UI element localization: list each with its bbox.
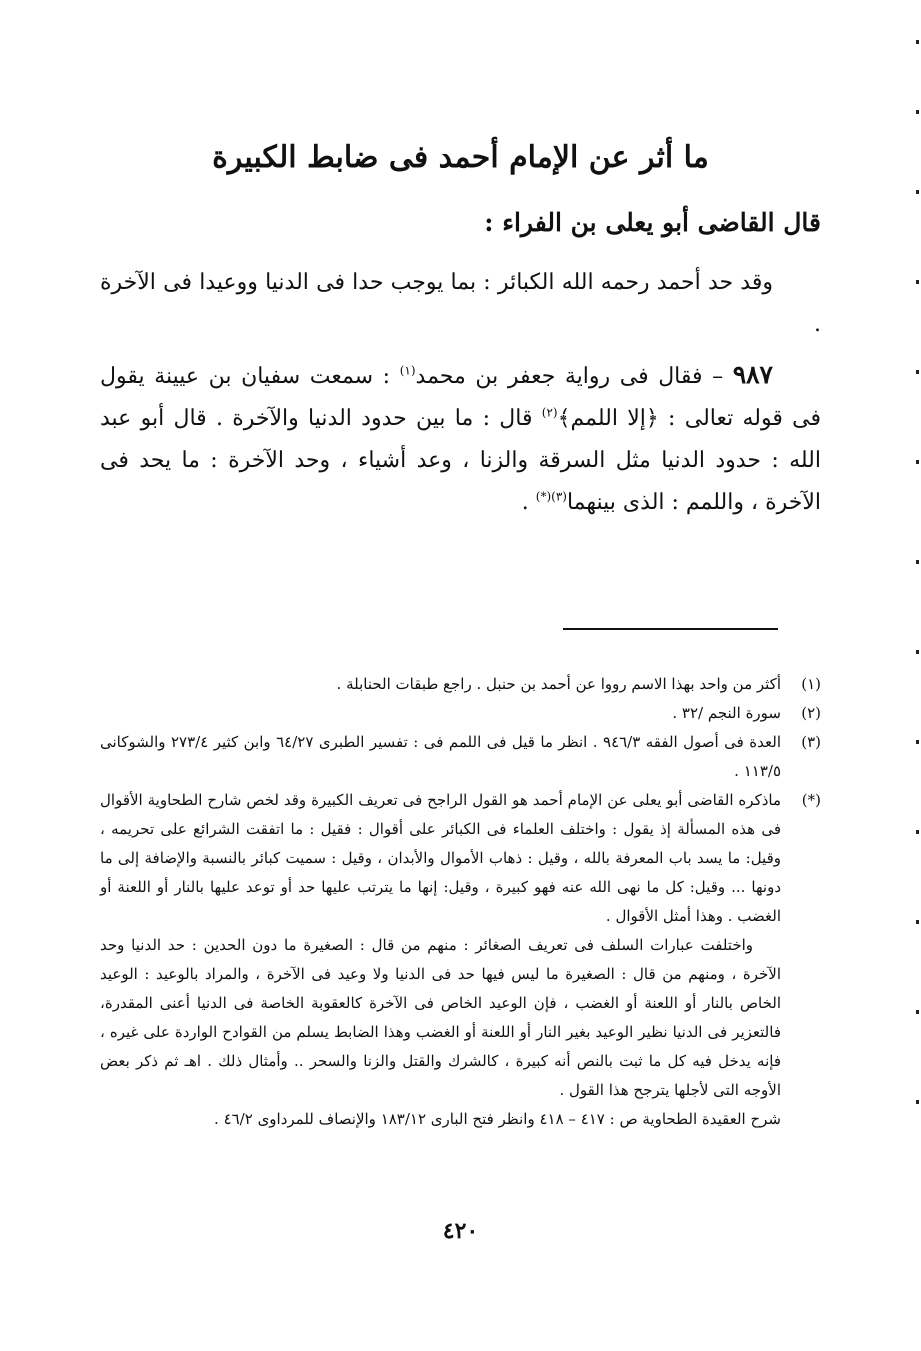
footnote-text: سورة النجم /٣٢ . [672, 704, 781, 722]
footnote-citation: شرح العقيدة الطحاوية ص : ٤١٧ – ٤١٨ وانظر فتح البارى ١٨٣/١٢ والإنصاف للمرداوى ٤٦/٢ . [214, 1110, 781, 1128]
footnote-ref-2: (٢) [541, 405, 558, 420]
footnote-text: أكثر من واحد بهذا الاسم رووا عن أحمد بن حنبل . راجع طبقات الحنابلة . [336, 675, 781, 693]
footnote-ref-3: (٣)(*) [535, 489, 567, 504]
narration-text-3: قال : ما بين حدود الدنيا والآخرة . قال أبو عبد الله : حدود الدنيا مثل السرقة والزنا ، وعد أشياء ، وحد الآخرة : ما يحد فى الآخرة ، واللمم : الذى بينهما [100, 406, 821, 515]
narration-end: . [521, 490, 536, 515]
section-heading: قال القاضى أبو يعلى بن الفراء : [484, 208, 821, 237]
paragraph-narration [100, 354, 821, 524]
page-number: ٤٢٠ [442, 1218, 479, 1244]
footnote-marker: (١) [801, 675, 821, 693]
narration-number: ٩٨٧ [732, 360, 773, 389]
footnote-text: ماذكره القاضى أبو يعلى عن الإمام أحمد هو القول الراجح فى تعريف الكبيرة وقد لخص شارح الطحاوية الأقوال فى هذه المسألة إذ يقول : واختلف العلماء فى الكبائر على أقوال : فقيل : ما اتفقت الشرائع على تحريمه ، وقيل: ما يسد باب المعرفة بالله ، وقيل : ذهاب الأموال والأبدان ، وقيل : سميت كبائر بالنسبة والإضافة إلى ما دونها ... وقيل: كل ما نهى الله عنه فهو كبيرة ، وقيل: إنها ما يترتب عليها حد أو توعد عليها بالنار أو اللعنة أو الغضب . وهذا أمثل الأقوال . [100, 791, 781, 925]
footnote-marker: (٢) [801, 704, 821, 722]
footnote-marker: (*) [801, 791, 821, 809]
narration-text-1: – فقال فى رواية جعفر بن محمد [415, 364, 733, 389]
narration-text-2: : سمعت سفيان بن عيينة يقول فى قوله تعالى : ﴿إلا اللمم﴾ [100, 364, 821, 431]
scan-edge-marks [913, 40, 919, 1140]
page-title: ما أثر عن الإمام أحمد فى ضابط الكبيرة [212, 140, 709, 175]
footnotes [100, 670, 821, 1134]
footnote-3 [100, 728, 821, 786]
footnote-ref-1: (١) [399, 363, 416, 378]
paragraph-definition: وقد حد أحمد رحمه الله الكبائر : بما يوجب حدا فى الدنيا ووعيدا فى الآخرة . [100, 270, 821, 337]
footnote-1 [100, 670, 821, 699]
footnote-marker: (٣) [801, 733, 821, 751]
footnote-text-continued: واختلفت عبارات السلف فى تعريف الصغائر : منهم من قال : الصغيرة ما دون الحدين : حد الدنيا وحد الآخرة ، ومنهم من قال : الصغيرة ما ليس فيها حد فى الدنيا ولا وعيد فى الآخرة ، والمراد بالوعيد : الوعيد الخاص بالنار أو اللعنة أو الغضب ، فإن الوعيد الخاص فى الآخرة كالعقوبة الخاصة فى الدنيا أعنى المقدرة، فالتعزير فى الدنيا نظير الوعيد بغير النار أو اللعنة أو الغضب وهذا الضابط يسلم من القوادح الواردة على غيره ، فإنه يدخل فيه كل ما ثبت بالنص أنه كبيرة ، كالشرك والقتل والزنا والسحر .. وأمثال ذلك . اهـ ثم ذكر بعض الأوجه التى لأجلها يترجح هذا القول . [100, 936, 781, 1099]
footnote-text: العدة فى أصول الفقه ٩٤٦/٣ . انظر ما قيل فى اللمم فى : تفسير الطبرى ٦٤/٢٧ وابن كثير ٢٧٣/٤ والشوكانى ١١٣/٥ . [100, 733, 781, 780]
footnote-2 [100, 699, 821, 728]
footnote-divider [563, 628, 778, 630]
main-text [100, 262, 821, 524]
footnote-star [100, 786, 821, 1134]
